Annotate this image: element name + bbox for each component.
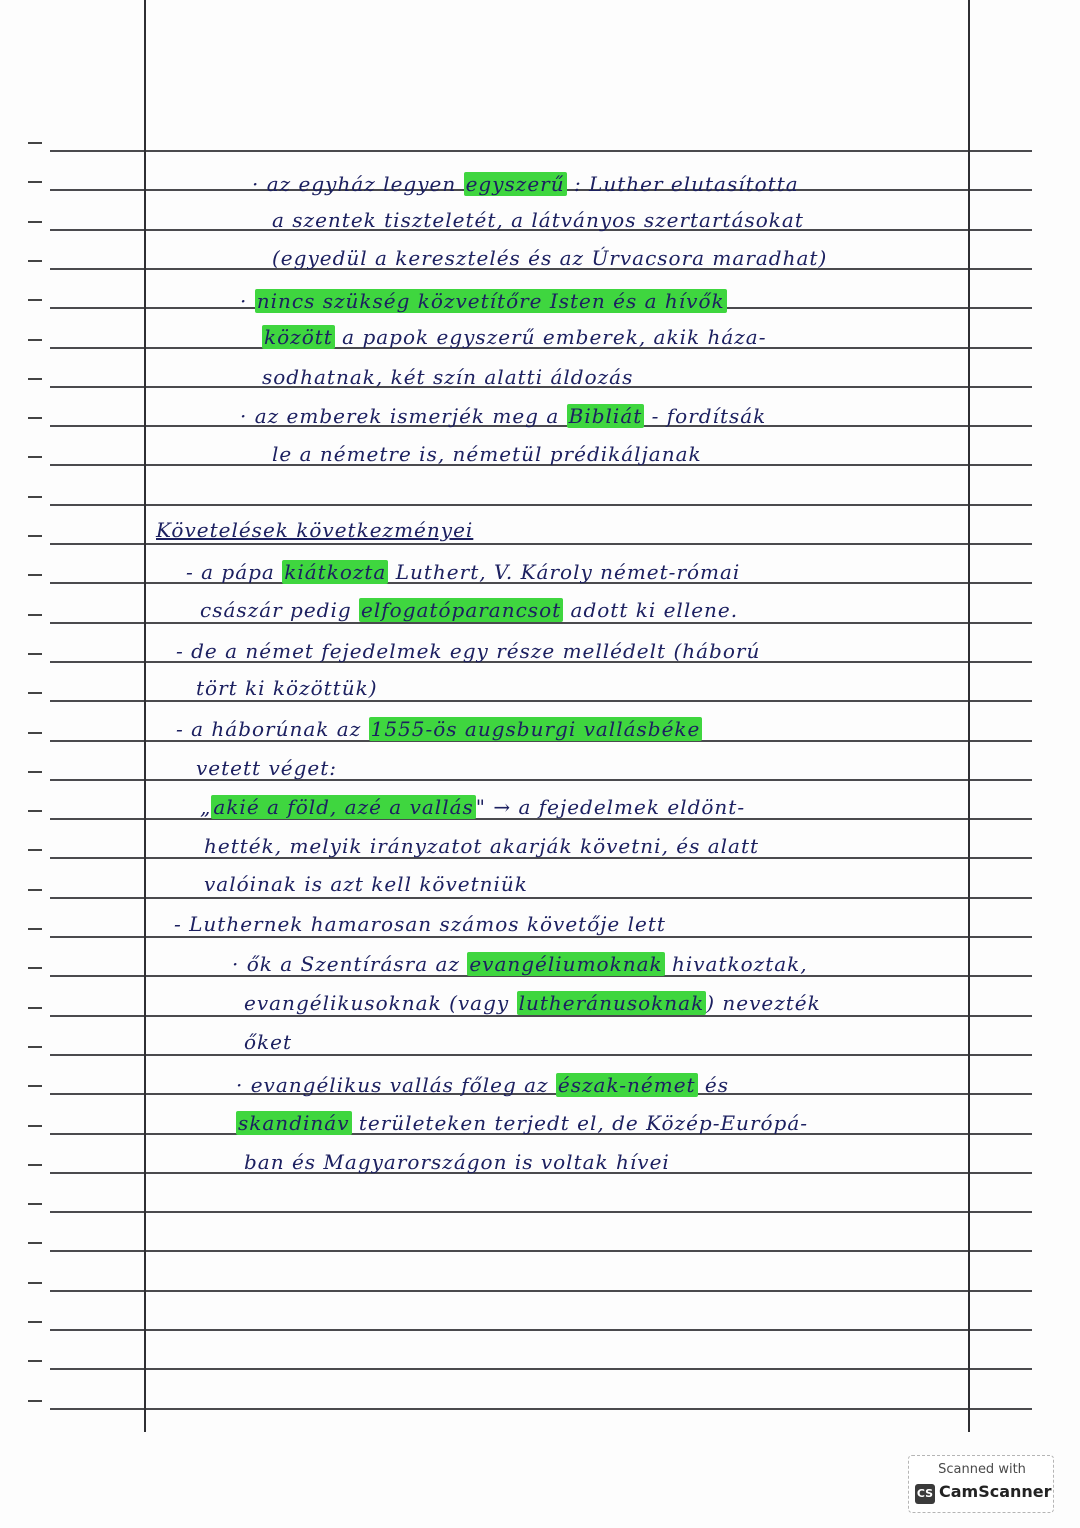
note-text: hették, melyik irányzatot akarják követni, és alatt bbox=[204, 834, 760, 858]
left-margin-line bbox=[144, 0, 146, 1432]
note-text: · evangélikus vallás főleg az bbox=[236, 1073, 556, 1097]
highlighted-text: nincs szükség közvetítőre Isten és a hívők bbox=[256, 289, 725, 313]
margin-tick bbox=[28, 849, 42, 851]
margin-tick bbox=[28, 417, 42, 419]
margin-tick bbox=[28, 967, 42, 969]
camscanner-watermark bbox=[908, 1455, 1054, 1513]
note-line bbox=[262, 323, 766, 351]
camscanner-logo-icon: CS bbox=[915, 1484, 935, 1504]
right-margin-line bbox=[968, 0, 970, 1432]
note-text: (egyedül a keresztelés és az Úrvacsora maradhat) bbox=[272, 246, 828, 270]
margin-tick bbox=[28, 771, 42, 773]
highlighted-text: észak-német bbox=[557, 1073, 696, 1097]
note-line bbox=[272, 244, 827, 272]
margin-tick bbox=[28, 1085, 42, 1087]
ruled-line bbox=[50, 1329, 1032, 1331]
ruled-line bbox=[50, 1211, 1032, 1213]
margin-tick bbox=[28, 1164, 42, 1166]
note-text: és bbox=[697, 1073, 730, 1097]
note-line bbox=[240, 287, 727, 315]
note-line bbox=[272, 206, 804, 234]
margin-tick bbox=[28, 653, 42, 655]
margin-tick bbox=[28, 889, 42, 891]
highlighted-text: elfogatóparancsot bbox=[361, 598, 562, 622]
highlighted-text: skandináv bbox=[238, 1111, 350, 1135]
ruled-line bbox=[50, 504, 1032, 506]
margin-tick bbox=[28, 1400, 42, 1402]
margin-tick bbox=[28, 574, 42, 576]
note-line bbox=[252, 170, 799, 198]
ruled-line bbox=[50, 1368, 1032, 1370]
note-text: sodhatnak, két szín alatti áldozás bbox=[262, 365, 634, 389]
margin-tick bbox=[28, 496, 42, 498]
note-text: · az emberek ismerjék meg a bbox=[240, 404, 567, 428]
margin-tick bbox=[28, 1125, 42, 1127]
note-text: : Luther elutasította bbox=[566, 172, 799, 196]
highlighted-text: akié a föld, azé a vallás bbox=[213, 795, 474, 819]
note-text: · ők a Szentírásra az bbox=[232, 952, 468, 976]
note-text: evangélikusoknak (vagy bbox=[244, 991, 517, 1015]
note-line bbox=[204, 832, 759, 860]
note-text: valóinak is azt kell követniük bbox=[204, 872, 528, 896]
section-heading: Követelések következményei bbox=[156, 518, 474, 542]
highlighted-text: egyszerű bbox=[465, 172, 565, 196]
highlighted-text: lutheránusoknak bbox=[518, 991, 705, 1015]
margin-tick bbox=[28, 378, 42, 380]
margin-tick bbox=[28, 1360, 42, 1362]
ruled-line bbox=[50, 897, 1032, 899]
note-line bbox=[244, 1028, 292, 1056]
note-line bbox=[176, 637, 760, 665]
note-line bbox=[156, 516, 473, 544]
note-text: császár pedig bbox=[200, 598, 360, 622]
note-text: - de a német fejedelmek egy része mellédelt (háború bbox=[176, 639, 761, 663]
margin-tick bbox=[28, 535, 42, 537]
note-line bbox=[244, 1148, 670, 1176]
margin-tick bbox=[28, 1321, 42, 1323]
highlighted-text: evangéliumoknak bbox=[469, 952, 663, 976]
note-line bbox=[236, 1109, 808, 1137]
margin-tick bbox=[28, 1242, 42, 1244]
note-line bbox=[262, 363, 633, 391]
margin-tick bbox=[28, 181, 42, 183]
note-line bbox=[176, 715, 702, 743]
margin-tick bbox=[28, 142, 42, 144]
note-line bbox=[196, 754, 337, 782]
ruled-line bbox=[50, 1054, 1032, 1056]
margin-tick bbox=[28, 260, 42, 262]
watermark-caption: Scanned with bbox=[938, 1462, 1026, 1477]
margin-tick bbox=[28, 1046, 42, 1048]
note-text: „ bbox=[200, 795, 212, 819]
note-line bbox=[236, 1071, 729, 1099]
highlighted-text: 1555-ös augsburgi vallásbéke bbox=[370, 717, 701, 741]
note-line bbox=[200, 793, 745, 821]
highlighted-text: Bibliát bbox=[568, 404, 643, 428]
note-text: őket bbox=[244, 1030, 293, 1054]
note-text: - a háborúnak az bbox=[176, 717, 369, 741]
note-text: a szentek tiszteletét, a látványos szertartásokat bbox=[272, 208, 804, 232]
note-text: " → a fejedelmek eldönt- bbox=[475, 795, 746, 819]
note-text: ban és Magyarországon is voltak hívei bbox=[244, 1150, 670, 1174]
margin-tick bbox=[28, 1282, 42, 1284]
ruled-line bbox=[50, 150, 1032, 152]
note-line bbox=[196, 674, 378, 702]
note-line bbox=[174, 910, 666, 938]
watermark-brand: CamScanner bbox=[939, 1482, 1052, 1501]
note-text: - Luthernek hamarosan számos követője lett bbox=[174, 912, 666, 936]
note-text: hivatkoztak, bbox=[664, 952, 808, 976]
note-line bbox=[232, 950, 808, 978]
note-text: ) nevezték bbox=[706, 991, 821, 1015]
note-line bbox=[272, 440, 702, 468]
note-text: területeken terjedt el, de Közép-Európá- bbox=[351, 1111, 809, 1135]
margin-tick bbox=[28, 1203, 42, 1205]
ruled-line bbox=[50, 1250, 1032, 1252]
highlighted-text: között bbox=[264, 325, 333, 349]
note-text: · az egyház legyen bbox=[252, 172, 464, 196]
note-text: le a németre is, németül prédikáljanak bbox=[272, 442, 702, 466]
note-line bbox=[244, 989, 821, 1017]
note-line bbox=[200, 596, 738, 624]
margin-tick bbox=[28, 614, 42, 616]
ruled-line bbox=[50, 1290, 1032, 1292]
note-line bbox=[186, 558, 740, 586]
note-text: - a pápa bbox=[186, 560, 283, 584]
margin-tick bbox=[28, 221, 42, 223]
note-text: Luthert, V. Károly német-római bbox=[388, 560, 741, 584]
margin-tick bbox=[28, 928, 42, 930]
margin-tick bbox=[28, 339, 42, 341]
highlighted-text: kiátkozta bbox=[284, 560, 387, 584]
margin-tick bbox=[28, 299, 42, 301]
margin-tick bbox=[28, 1007, 42, 1009]
note-text: tört ki közöttük) bbox=[196, 676, 378, 700]
note-text: · bbox=[240, 289, 255, 313]
margin-tick bbox=[28, 732, 42, 734]
ruled-line bbox=[50, 1408, 1032, 1410]
margin-tick bbox=[28, 810, 42, 812]
note-text: - fordítsák bbox=[644, 404, 767, 428]
note-line bbox=[204, 870, 528, 898]
note-text: adott ki ellene. bbox=[563, 598, 739, 622]
margin-tick bbox=[28, 456, 42, 458]
margin-tick bbox=[28, 692, 42, 694]
note-line bbox=[240, 402, 766, 430]
note-text: a papok egyszerű emberek, akik háza- bbox=[334, 325, 767, 349]
note-text: vetett véget: bbox=[196, 756, 337, 780]
